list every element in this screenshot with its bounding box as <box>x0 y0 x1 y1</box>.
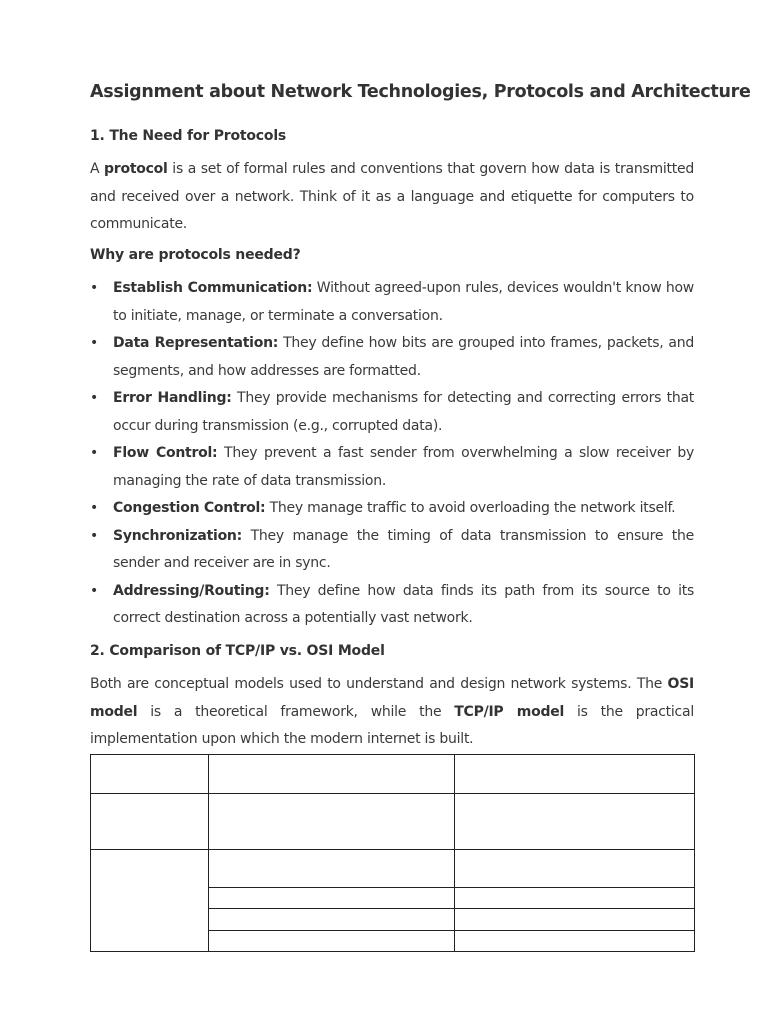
bullet-marker: • <box>90 500 99 516</box>
models-comparison-paragraph <box>90 671 694 754</box>
table-cell <box>455 794 695 850</box>
table-cell <box>91 755 209 794</box>
why-protocols-heading: Why are protocols needed? <box>90 247 301 263</box>
table-cell <box>455 888 695 909</box>
text-span: is the practical implementation upon which the modern internet is built. <box>90 703 694 747</box>
osi-model-term: OSI model <box>90 676 694 720</box>
list-item-addressing-routing <box>90 578 694 633</box>
table-cell <box>209 794 455 850</box>
table-cell <box>209 909 455 931</box>
list-item-term: Establish Communication: <box>113 280 313 296</box>
list-item-text: They define how bits are grouped into frames, packets, and segments, and how addresses are formatted. <box>113 335 694 379</box>
list-item-text: They manage traffic to avoid overloading the network itself. <box>265 500 676 516</box>
list-item-term: Flow Control: <box>113 445 218 461</box>
list-item-text: They provide mechanisms for detecting and correcting errors that occur during transmission (e.g., corrupted data). <box>113 390 695 434</box>
table-cell <box>455 850 695 888</box>
table-cell <box>91 794 209 850</box>
section-2-heading: 2. Comparison of TCP/IP vs. OSI Model <box>90 643 385 659</box>
table-row <box>91 755 695 794</box>
text-span: Both are conceptual models used to understand and design network systems. The <box>90 676 668 692</box>
text-span: is a set of formal rules and conventions that govern how data is transmitted and received over a network. Think of it as a language and etiquette for computers to communicate. <box>90 161 694 232</box>
list-item-text: They define how data finds its path from its source to its correct destination across a potentially vast network. <box>113 582 694 626</box>
protocol-definition-paragraph <box>90 156 694 239</box>
list-item-text: Without agreed-upon rules, devices wouldn't know how to initiate, manage, or terminate a conversation. <box>113 280 694 324</box>
list-item-synchronization <box>90 523 694 578</box>
table-cell <box>209 931 455 952</box>
bullet-marker: • <box>90 582 99 599</box>
text-span: is a theoretical framework, while the <box>137 703 455 720</box>
table-cell <box>455 909 695 931</box>
list-item-establish-communication <box>90 275 694 330</box>
protocol-term: protocol <box>104 161 168 177</box>
document-title: Assignment about Network Technologies, Protocols and Architecture <box>90 82 751 102</box>
table-cell <box>455 755 695 794</box>
section-1-heading: 1. The Need for Protocols <box>90 128 287 144</box>
bullet-marker: • <box>90 280 99 296</box>
table-cell <box>209 850 455 888</box>
protocol-reasons-list <box>90 275 694 633</box>
text-span: A <box>90 161 105 177</box>
list-item-flow-control <box>90 440 694 495</box>
table-row <box>91 794 695 850</box>
list-item-term: Error Handling: <box>113 390 232 406</box>
comparison-table <box>90 754 695 952</box>
list-item-term: Data Representation: <box>113 335 279 351</box>
list-item-congestion-control <box>90 495 694 523</box>
bullet-marker: • <box>90 527 99 544</box>
table-cell <box>209 755 455 794</box>
bullet-marker: • <box>90 445 99 461</box>
bullet-marker: • <box>90 335 99 351</box>
list-item-text: They manage the timing of data transmission to ensure the sender and receiver are in sync. <box>113 527 694 571</box>
table-row <box>91 850 695 888</box>
list-item-term: Synchronization: <box>113 527 242 544</box>
tcpip-model-term: TCP/IP model <box>454 703 565 720</box>
bullet-marker: • <box>90 390 99 406</box>
table-cell <box>91 850 209 952</box>
list-item-text: They prevent a fast sender from overwhelming a slow receiver by managing the rate of data transmission. <box>113 445 695 489</box>
list-item-data-representation <box>90 330 694 385</box>
table-cell <box>209 888 455 909</box>
list-item-term: Addressing/Routing: <box>113 582 270 599</box>
table-cell <box>455 931 695 952</box>
list-item-error-handling <box>90 385 694 440</box>
list-item-term: Congestion Control: <box>113 500 266 516</box>
